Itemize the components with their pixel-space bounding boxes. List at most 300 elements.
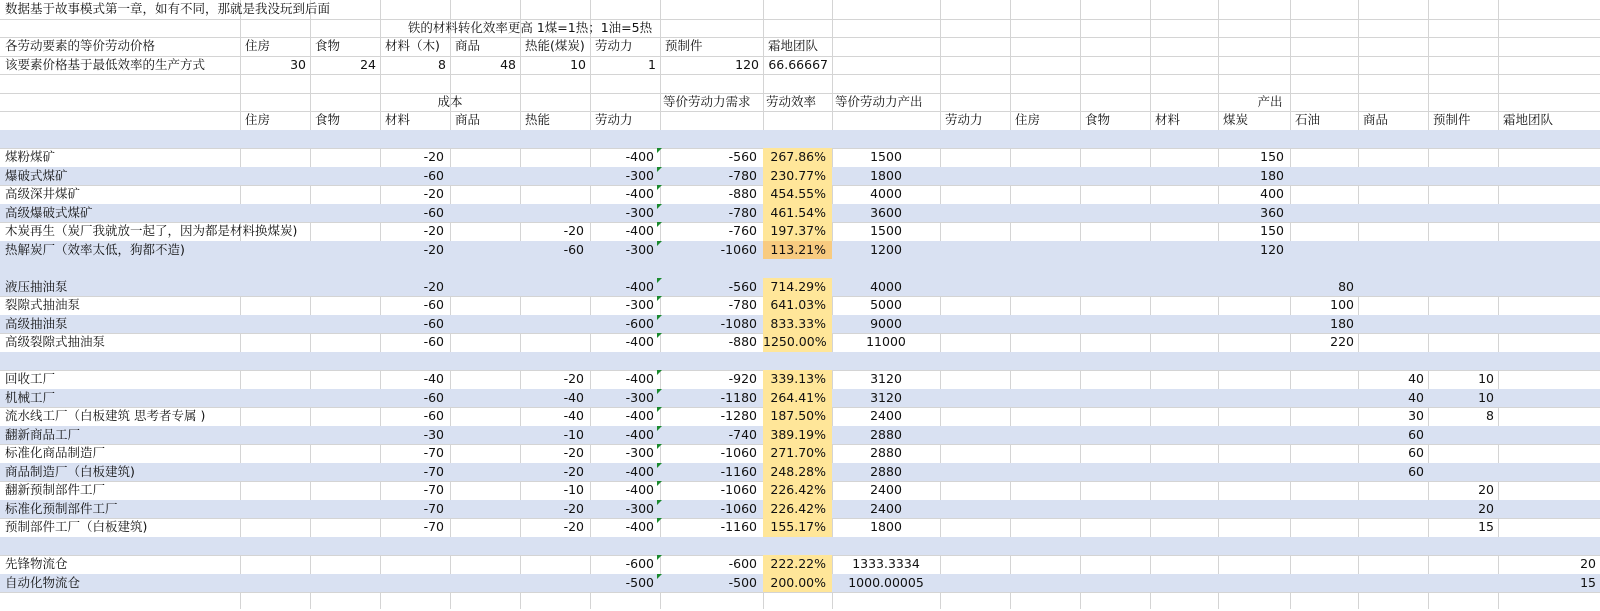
- equiv-output[interactable]: 11000: [866, 334, 906, 349]
- coal-output[interactable]: 400: [1260, 186, 1284, 201]
- price-value[interactable]: 24: [360, 56, 376, 72]
- coal-output[interactable]: 150: [1260, 223, 1284, 238]
- material-cost[interactable]: -70: [423, 482, 444, 497]
- oil-output[interactable]: [1290, 555, 1358, 574]
- equiv-demand[interactable]: -1280: [720, 408, 757, 423]
- labor-cost[interactable]: -400: [625, 186, 654, 201]
- sheet-row: [0, 37, 1600, 56]
- heat-cost[interactable]: -20: [563, 500, 584, 516]
- efficiency-value[interactable]: 155.17%: [770, 519, 826, 534]
- labor-cost[interactable]: -400: [625, 463, 654, 479]
- heat-cost[interactable]: [520, 333, 590, 352]
- note-text[interactable]: 铁的材料转化效率更高 1煤=1热；1油=5热: [407, 19, 653, 35]
- output-col-header[interactable]: 商品: [1363, 112, 1389, 127]
- equiv-output[interactable]: 5000: [870, 297, 902, 312]
- building-name[interactable]: 裂隙式抽油泵: [5, 297, 81, 312]
- material-cost[interactable]: -60: [423, 167, 444, 183]
- equiv-demand[interactable]: -1160: [720, 519, 757, 534]
- equiv-demand[interactable]: -560: [728, 149, 757, 164]
- prefab-output[interactable]: [1428, 463, 1498, 482]
- material-cost[interactable]: -20: [423, 186, 444, 201]
- prefab-output[interactable]: [1428, 315, 1498, 334]
- price-value[interactable]: 30: [290, 56, 306, 72]
- cost-col-header[interactable]: 住房: [245, 112, 271, 127]
- team-output[interactable]: [1498, 296, 1600, 315]
- team-output[interactable]: [1498, 426, 1600, 445]
- oil-output[interactable]: [1290, 389, 1358, 408]
- goods-output[interactable]: [1358, 574, 1428, 593]
- equiv-output[interactable]: 1800: [870, 167, 902, 183]
- prefab-output[interactable]: [1428, 444, 1498, 463]
- prefab-output[interactable]: [1428, 167, 1498, 186]
- goods-output[interactable]: [1358, 315, 1428, 334]
- prefab-output[interactable]: 8: [1486, 408, 1494, 423]
- efficiency-value[interactable]: 714.29%: [770, 278, 826, 294]
- heat-cost[interactable]: -40: [563, 408, 584, 423]
- price-value[interactable]: 10: [570, 56, 586, 72]
- building-name[interactable]: 煤粉煤矿: [5, 149, 56, 164]
- efficiency-value[interactable]: 389.19%: [770, 426, 826, 442]
- equiv-output[interactable]: 9000: [870, 315, 902, 331]
- sheet-row: [0, 500, 1600, 519]
- goods-output[interactable]: [1358, 185, 1428, 204]
- equiv-demand[interactable]: -1060: [720, 445, 757, 460]
- oil-output[interactable]: [1290, 481, 1358, 500]
- price-header[interactable]: 预制件: [665, 38, 703, 53]
- note-text[interactable]: 数据基于故事模式第一章，如有不同，那就是我没玩到后面: [5, 1, 331, 16]
- cost-col-header[interactable]: 食物: [315, 112, 341, 127]
- goods-output[interactable]: [1358, 222, 1428, 241]
- oil-output[interactable]: 100: [1330, 297, 1354, 312]
- efficiency-value[interactable]: 264.41%: [770, 389, 826, 405]
- output-col-header[interactable]: 预制件: [1433, 112, 1471, 127]
- prefab-output[interactable]: 20: [1478, 482, 1494, 497]
- labor-cost[interactable]: -300: [625, 500, 654, 516]
- equiv-output[interactable]: 2880: [870, 463, 902, 479]
- heat-cost[interactable]: [520, 185, 590, 204]
- price-header[interactable]: 劳动力: [595, 38, 633, 53]
- building-name[interactable]: 预制部件工厂（白板建筑): [5, 519, 148, 534]
- heat-cost[interactable]: -20: [563, 463, 584, 479]
- efficiency-value[interactable]: 226.42%: [770, 500, 826, 516]
- equiv-demand[interactable]: -780: [728, 167, 757, 183]
- coal-output[interactable]: [1218, 444, 1290, 463]
- sheet-row: [0, 481, 1600, 500]
- equiv-demand[interactable]: -740: [728, 426, 757, 442]
- goods-output[interactable]: [1358, 148, 1428, 167]
- oil-output[interactable]: [1290, 574, 1358, 593]
- heat-cost[interactable]: [520, 148, 590, 167]
- price-value[interactable]: 1: [648, 56, 656, 72]
- labor-cost[interactable]: -300: [625, 241, 654, 257]
- goods-output[interactable]: 60: [1408, 426, 1424, 442]
- heat-cost[interactable]: [520, 296, 590, 315]
- efficiency-value[interactable]: 113.21%: [770, 241, 826, 257]
- equiv-output[interactable]: 1500: [870, 149, 902, 164]
- material-cost[interactable]: -20: [423, 149, 444, 164]
- sheet-row: [0, 444, 1600, 463]
- sheet-row: [0, 370, 1600, 389]
- building-name[interactable]: 液压抽油泵: [5, 278, 68, 294]
- equiv-output[interactable]: 1200: [870, 241, 902, 257]
- building-name[interactable]: 爆破式煤矿: [5, 167, 68, 183]
- equiv-output[interactable]: 2880: [870, 445, 902, 460]
- prefab-output[interactable]: [1428, 148, 1498, 167]
- oil-output[interactable]: [1290, 148, 1358, 167]
- sheet-row: [0, 592, 1600, 611]
- material-cost[interactable]: -20: [423, 278, 444, 294]
- goods-output[interactable]: [1358, 167, 1428, 186]
- prefab-output[interactable]: [1428, 241, 1498, 260]
- equiv-output[interactable]: 2400: [870, 500, 902, 516]
- equiv-demand[interactable]: -1060: [720, 241, 757, 257]
- labor-cost[interactable]: -300: [625, 445, 654, 460]
- prefab-output[interactable]: [1428, 296, 1498, 315]
- prefab-output[interactable]: [1428, 333, 1498, 352]
- efficiency-value[interactable]: 454.55%: [770, 186, 826, 201]
- price-value[interactable]: 8: [438, 56, 446, 72]
- labor-cost[interactable]: -600: [625, 556, 654, 571]
- heat-cost[interactable]: -20: [563, 371, 584, 386]
- oil-output[interactable]: 180: [1330, 315, 1354, 331]
- equiv-output[interactable]: 3120: [870, 371, 902, 386]
- labor-cost[interactable]: -400: [625, 519, 654, 534]
- goods-output[interactable]: 40: [1408, 371, 1424, 386]
- price-header[interactable]: 热能(煤炭): [525, 38, 585, 53]
- material-cost[interactable]: -20: [423, 241, 444, 257]
- heat-cost[interactable]: -60: [563, 241, 584, 257]
- team-output[interactable]: [1498, 370, 1600, 389]
- output-col-header[interactable]: 食物: [1085, 112, 1111, 127]
- building-name[interactable]: 先锋物流仓: [5, 556, 68, 571]
- efficiency-value[interactable]: 222.22%: [770, 556, 826, 571]
- prefab-output[interactable]: [1428, 426, 1498, 445]
- heat-cost[interactable]: -20: [563, 519, 584, 534]
- labor-cost[interactable]: -400: [625, 482, 654, 497]
- heat-cost[interactable]: [520, 204, 590, 223]
- coal-output[interactable]: [1218, 481, 1290, 500]
- efficiency-value[interactable]: 200.00%: [770, 574, 826, 590]
- oil-output[interactable]: 220: [1330, 334, 1354, 349]
- heat-cost[interactable]: -40: [563, 389, 584, 405]
- building-name[interactable]: 流水线工厂（白板建筑 思考者专属 ): [5, 408, 206, 423]
- oil-output[interactable]: [1290, 222, 1358, 241]
- team-output[interactable]: 20: [1580, 556, 1596, 571]
- building-name[interactable]: 标准化预制部件工厂: [5, 500, 118, 516]
- team-output[interactable]: [1498, 518, 1600, 537]
- equiv-demand[interactable]: -780: [728, 204, 757, 220]
- equiv-demand[interactable]: -560: [728, 278, 757, 294]
- heat-cost[interactable]: [520, 315, 590, 334]
- labor-cost[interactable]: -500: [625, 574, 654, 590]
- cost-col-header[interactable]: 热能: [525, 112, 551, 127]
- efficiency-header[interactable]: 劳动效率: [766, 93, 817, 109]
- equiv-output[interactable]: 2400: [870, 482, 902, 497]
- goods-output[interactable]: 60: [1408, 445, 1424, 460]
- oil-output[interactable]: [1290, 167, 1358, 186]
- efficiency-value[interactable]: 271.70%: [770, 445, 826, 460]
- prefab-output[interactable]: [1428, 555, 1498, 574]
- price-label[interactable]: 各劳动要素的等价劳动价格: [5, 38, 156, 53]
- building-name[interactable]: 翻新商品工厂: [5, 426, 81, 442]
- coal-output[interactable]: [1218, 426, 1290, 445]
- prefab-output[interactable]: 10: [1478, 371, 1494, 386]
- efficiency-value[interactable]: 339.13%: [770, 371, 826, 386]
- building-name[interactable]: 高级深井煤矿: [5, 186, 81, 201]
- coal-output[interactable]: [1218, 315, 1290, 334]
- heat-cost[interactable]: -20: [563, 223, 584, 238]
- material-cost[interactable]: -70: [423, 500, 444, 516]
- team-output[interactable]: [1498, 389, 1600, 408]
- goods-output[interactable]: [1358, 518, 1428, 537]
- equiv-demand[interactable]: -1180: [720, 389, 757, 405]
- building-name[interactable]: 高级爆破式煤矿: [5, 204, 93, 220]
- goods-output[interactable]: [1358, 204, 1428, 223]
- material-cost[interactable]: -30: [423, 426, 444, 442]
- material-cost[interactable]: -60: [423, 315, 444, 331]
- building-name[interactable]: 自动化物流仓: [5, 574, 81, 590]
- efficiency-value[interactable]: 1250.00%: [763, 334, 827, 349]
- output-group-header[interactable]: 产出: [1257, 93, 1283, 109]
- coal-output[interactable]: [1218, 518, 1290, 537]
- team-output[interactable]: [1498, 148, 1600, 167]
- labor-cost[interactable]: -300: [625, 297, 654, 312]
- goods-output[interactable]: [1358, 500, 1428, 519]
- coal-output[interactable]: [1218, 389, 1290, 408]
- cost-group-header[interactable]: 成本: [437, 93, 463, 109]
- sheet-row: [0, 93, 1600, 112]
- oil-output[interactable]: 80: [1338, 278, 1354, 294]
- labor-cost[interactable]: -400: [625, 371, 654, 386]
- prefab-output[interactable]: [1428, 278, 1498, 297]
- efficiency-value[interactable]: 833.33%: [770, 315, 826, 331]
- coal-output[interactable]: 180: [1260, 167, 1284, 183]
- building-name[interactable]: 高级裂隙式抽油泵: [5, 334, 106, 349]
- goods-output[interactable]: [1358, 296, 1428, 315]
- labor-cost[interactable]: -400: [625, 149, 654, 164]
- cost-col-header[interactable]: 商品: [455, 112, 481, 127]
- price-header[interactable]: 商品: [455, 38, 481, 53]
- coal-output[interactable]: 150: [1260, 149, 1284, 164]
- efficiency-value[interactable]: 267.86%: [770, 149, 826, 164]
- coal-output[interactable]: 120: [1260, 241, 1284, 257]
- oil-output[interactable]: [1290, 185, 1358, 204]
- team-output[interactable]: [1498, 333, 1600, 352]
- heat-cost[interactable]: -10: [563, 426, 584, 442]
- prefab-output[interactable]: 20: [1478, 500, 1494, 516]
- team-output[interactable]: [1498, 204, 1600, 223]
- equiv-output-header[interactable]: 等价劳动力产出: [835, 93, 923, 109]
- prefab-output[interactable]: 15: [1478, 519, 1494, 534]
- team-output[interactable]: [1498, 167, 1600, 186]
- building-name[interactable]: 商品制造厂（白板建筑): [5, 463, 135, 479]
- equiv-demand[interactable]: -880: [728, 186, 757, 201]
- material-cost[interactable]: [380, 574, 450, 593]
- team-output[interactable]: [1498, 463, 1600, 482]
- prefab-output[interactable]: 10: [1478, 389, 1494, 405]
- prefab-output[interactable]: [1428, 574, 1498, 593]
- team-output[interactable]: [1498, 481, 1600, 500]
- efficiency-value[interactable]: 197.37%: [770, 223, 826, 238]
- price-label[interactable]: 该要素价格基于最低效率的生产方式: [5, 56, 206, 72]
- equiv-output[interactable]: 2880: [870, 426, 902, 442]
- oil-output[interactable]: [1290, 500, 1358, 519]
- goods-output[interactable]: [1358, 555, 1428, 574]
- material-cost[interactable]: [380, 555, 450, 574]
- equiv-demand[interactable]: -600: [728, 556, 757, 571]
- output-col-header[interactable]: 住房: [1015, 112, 1041, 127]
- output-col-header[interactable]: 石油: [1295, 112, 1321, 127]
- price-header[interactable]: 霜地团队: [768, 38, 819, 53]
- building-name[interactable]: 热解炭厂（效率太低，狗都不造): [5, 241, 185, 257]
- labor-cost[interactable]: -300: [625, 204, 654, 220]
- coal-output[interactable]: [1218, 574, 1290, 593]
- goods-output[interactable]: 40: [1408, 389, 1424, 405]
- heat-cost[interactable]: [520, 574, 590, 593]
- coal-output[interactable]: [1218, 370, 1290, 389]
- labor-cost[interactable]: -300: [625, 389, 654, 405]
- equiv-demand-header[interactable]: 等价劳动力需求: [663, 93, 751, 109]
- coal-output[interactable]: [1218, 500, 1290, 519]
- heat-cost[interactable]: [520, 167, 590, 186]
- building-name[interactable]: 高级抽油泵: [5, 315, 68, 331]
- efficiency-value[interactable]: 187.50%: [770, 408, 826, 423]
- material-cost[interactable]: -20: [423, 223, 444, 238]
- coal-output[interactable]: [1218, 407, 1290, 426]
- coal-output[interactable]: [1218, 555, 1290, 574]
- team-output[interactable]: [1498, 444, 1600, 463]
- price-header[interactable]: 住房: [245, 38, 271, 53]
- goods-output[interactable]: [1358, 278, 1428, 297]
- material-cost[interactable]: -60: [423, 204, 444, 220]
- material-cost[interactable]: -70: [423, 463, 444, 479]
- building-name[interactable]: 木炭再生（炭厂我就放一起了，因为都是材料换煤炭): [5, 223, 298, 238]
- labor-cost[interactable]: -400: [625, 334, 654, 349]
- goods-output[interactable]: [1358, 241, 1428, 260]
- price-header[interactable]: 食物: [315, 38, 341, 53]
- output-col-header[interactable]: 霜地团队: [1503, 112, 1554, 127]
- coal-output[interactable]: [1218, 296, 1290, 315]
- team-output[interactable]: [1498, 222, 1600, 241]
- equiv-demand[interactable]: -1060: [720, 500, 757, 516]
- price-value[interactable]: 66.66667: [768, 56, 828, 72]
- goods-output[interactable]: 60: [1408, 463, 1424, 479]
- efficiency-value[interactable]: 230.77%: [770, 167, 826, 183]
- material-cost[interactable]: -70: [423, 445, 444, 460]
- material-cost[interactable]: -60: [423, 389, 444, 405]
- heat-cost[interactable]: [520, 278, 590, 297]
- oil-output[interactable]: [1290, 463, 1358, 482]
- coal-output[interactable]: [1218, 333, 1290, 352]
- cost-col-header[interactable]: 材料: [385, 112, 411, 127]
- price-value[interactable]: 48: [500, 56, 516, 72]
- material-cost[interactable]: -40: [423, 371, 444, 386]
- equiv-output[interactable]: 4000: [870, 278, 902, 294]
- efficiency-value[interactable]: 461.54%: [770, 204, 826, 220]
- equiv-demand[interactable]: -760: [728, 223, 757, 238]
- labor-cost[interactable]: -400: [625, 278, 654, 294]
- efficiency-value[interactable]: 248.28%: [770, 463, 826, 479]
- equiv-output[interactable]: 1333.3334: [852, 556, 920, 571]
- goods-output[interactable]: [1358, 481, 1428, 500]
- equiv-demand[interactable]: -780: [728, 297, 757, 312]
- oil-output[interactable]: [1290, 518, 1358, 537]
- coal-output[interactable]: 360: [1260, 204, 1284, 220]
- material-cost[interactable]: -70: [423, 519, 444, 534]
- oil-output[interactable]: [1290, 241, 1358, 260]
- oil-output[interactable]: [1290, 426, 1358, 445]
- cost-col-header[interactable]: 劳动力: [595, 112, 633, 127]
- building-name[interactable]: 标准化商品制造厂: [5, 445, 106, 460]
- building-name[interactable]: 翻新预制部件工厂: [5, 482, 106, 497]
- material-cost[interactable]: -60: [423, 408, 444, 423]
- team-output[interactable]: [1498, 278, 1600, 297]
- coal-output[interactable]: [1218, 278, 1290, 297]
- team-output[interactable]: [1498, 315, 1600, 334]
- equiv-demand[interactable]: -1160: [720, 463, 757, 479]
- equiv-demand[interactable]: -920: [728, 371, 757, 386]
- efficiency-value[interactable]: 641.03%: [770, 297, 826, 312]
- building-name[interactable]: 机械工厂: [5, 389, 56, 405]
- team-output[interactable]: [1498, 185, 1600, 204]
- labor-cost[interactable]: -400: [625, 408, 654, 423]
- equiv-output[interactable]: 1800: [870, 519, 902, 534]
- labor-cost[interactable]: -400: [625, 223, 654, 238]
- price-header[interactable]: 材料（木): [385, 38, 440, 53]
- material-cost[interactable]: -60: [423, 297, 444, 312]
- equiv-demand[interactable]: -880: [728, 334, 757, 349]
- output-col-header[interactable]: 煤炭: [1223, 112, 1249, 127]
- building-name[interactable]: 回收工厂: [5, 371, 56, 386]
- prefab-output[interactable]: [1428, 185, 1498, 204]
- goods-output[interactable]: [1358, 333, 1428, 352]
- equiv-demand[interactable]: -500: [728, 574, 757, 590]
- equiv-output[interactable]: 1000.00005: [848, 574, 924, 590]
- heat-cost[interactable]: -20: [563, 445, 584, 460]
- equiv-output[interactable]: 1500: [870, 223, 902, 238]
- labor-cost[interactable]: -300: [625, 167, 654, 183]
- oil-output[interactable]: [1290, 444, 1358, 463]
- equiv-output[interactable]: 3600: [870, 204, 902, 220]
- equiv-demand[interactable]: -1060: [720, 482, 757, 497]
- oil-output[interactable]: [1290, 407, 1358, 426]
- price-value[interactable]: 120: [735, 56, 759, 72]
- equiv-demand[interactable]: -1080: [720, 315, 757, 331]
- labor-cost[interactable]: -600: [625, 315, 654, 331]
- prefab-output[interactable]: [1428, 204, 1498, 223]
- team-output[interactable]: [1498, 241, 1600, 260]
- efficiency-value[interactable]: 226.42%: [770, 482, 826, 497]
- equiv-output[interactable]: 4000: [870, 186, 902, 201]
- equiv-output[interactable]: 3120: [870, 389, 902, 405]
- prefab-output[interactable]: [1428, 222, 1498, 241]
- oil-output[interactable]: [1290, 370, 1358, 389]
- oil-output[interactable]: [1290, 204, 1358, 223]
- heat-cost[interactable]: [520, 555, 590, 574]
- labor-cost[interactable]: -400: [625, 426, 654, 442]
- output-col-header[interactable]: 材料: [1155, 112, 1181, 127]
- team-output[interactable]: [1498, 407, 1600, 426]
- goods-output[interactable]: 30: [1408, 408, 1424, 423]
- team-output[interactable]: [1498, 500, 1600, 519]
- material-cost[interactable]: -60: [423, 334, 444, 349]
- sheet-row: [0, 130, 1600, 149]
- team-output[interactable]: 15: [1580, 574, 1596, 590]
- heat-cost[interactable]: -10: [563, 482, 584, 497]
- equiv-output[interactable]: 2400: [870, 408, 902, 423]
- coal-output[interactable]: [1218, 463, 1290, 482]
- output-col-header[interactable]: 劳动力: [945, 112, 983, 127]
